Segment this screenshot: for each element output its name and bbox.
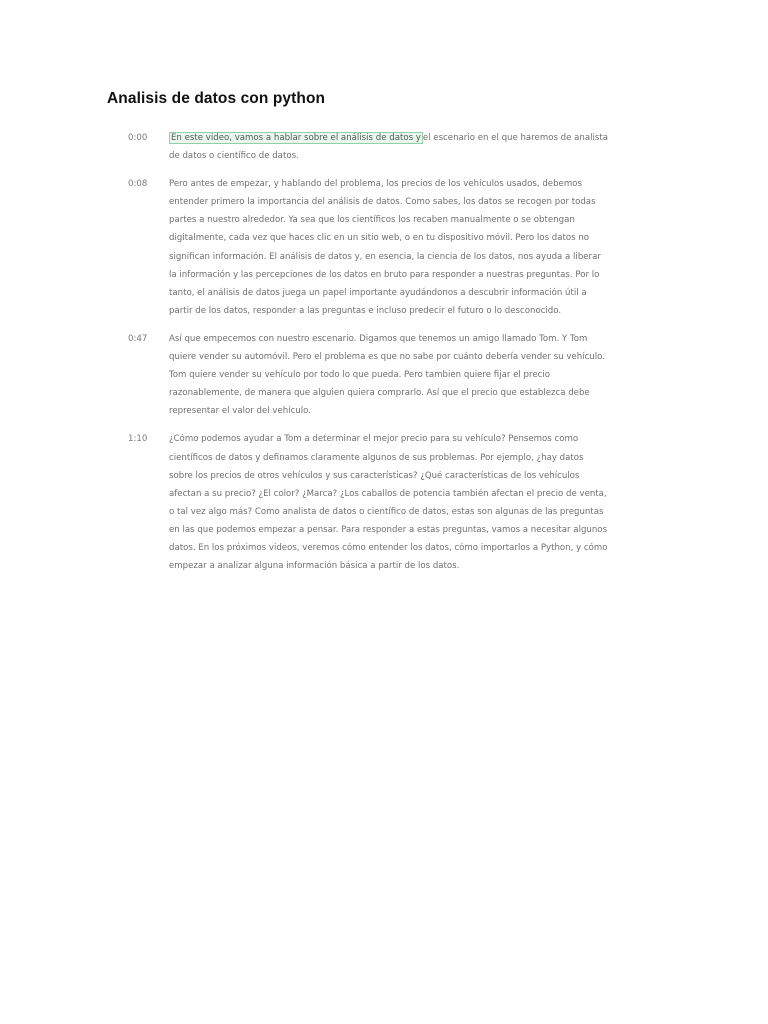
transcript-text: Así que empecemos con nuestro escenario. Digamos que tenemos un amigo llamado Tom. Y Tom quiere vender su automóvil. Pero el problema es que no sabe por cuánto debería vender su vehículo. Tom quiere vender su vehículo por todo lo que pueda. Pero tambien quiere fijar el precio razonablemente, de manera que alguien quiera comprarlo. Así que el precio que establezca debe representar el valor del vehículo. <box>169 333 605 417</box>
page-title: Analisis de datos con python <box>107 90 326 107</box>
transcript-segment[interactable] <box>128 330 608 420</box>
transcript-text-rest: el escenario en el que haremos de analista de datos o científico de datos. <box>169 133 609 162</box>
transcript-segment[interactable] <box>128 175 608 320</box>
transcript-text: ¿Cómo podemos ayudar a Tom a determinar el mejor precio para su vehículo? Pensemos como científicos de datos y definamos claramente algunos de sus problemas. Por ejemplo, ¿hay datos sobre los precios de otros vehículos y sus características? ¿Qué características de los vehículos afectan a su precio? ¿El color? ¿Marca? ¿Los caballos de potencia también afectan el precio de venta, o tal vez algo más? Como analista de datos o científico de datos, estas son algunas de las preguntas en las que podemos empezar a pensar. Para responder a estas preguntas, vamos a necesitar algunos datos. En los próximos videos, veremos cómo entender los datos, cómo importarlos a Python, y cómo empezar a analizar alguna información básica a partir de los datos. <box>169 434 608 572</box>
transcript <box>128 129 608 575</box>
timestamp[interactable]: 0:47 <box>128 333 148 344</box>
timestamp[interactable]: 0:08 <box>128 179 148 190</box>
transcript-text <box>169 129 608 165</box>
transcript-text: Pero antes de empezar, y hablando del problema, los precios de los vehículos usados, debemos entender primero la importancia del análisis de datos. Como sabes, los datos se recogen por todas partes a nuestro alrededor. Ya sea que los científicos los recaben manualmente o se obtengan digitalmente, cada vez que haces clic en un sitio web, o en tu dispositivo móvil. Pero los datos no significan información. El análisis de datos y, en esencia, la ciencia de los datos, nos ayuda a liberar la información y las percepciones de los datos en bruto para responder a nuestras preguntas. Por lo tanto, el análisis de datos juega un papel importante ayudándonos a descubrir información útil a partir de los datos, responder a las preguntas e incluso predecir el futuro o lo desconocido. <box>169 179 601 316</box>
timestamp[interactable]: 1:10 <box>128 434 148 445</box>
transcript-segment[interactable] <box>128 430 608 575</box>
timestamp[interactable]: 0:00 <box>128 133 148 143</box>
transcript-segment[interactable] <box>128 129 608 165</box>
highlighted-text: En este video, vamos a hablar sobre el análisis de datos y <box>171 133 421 143</box>
